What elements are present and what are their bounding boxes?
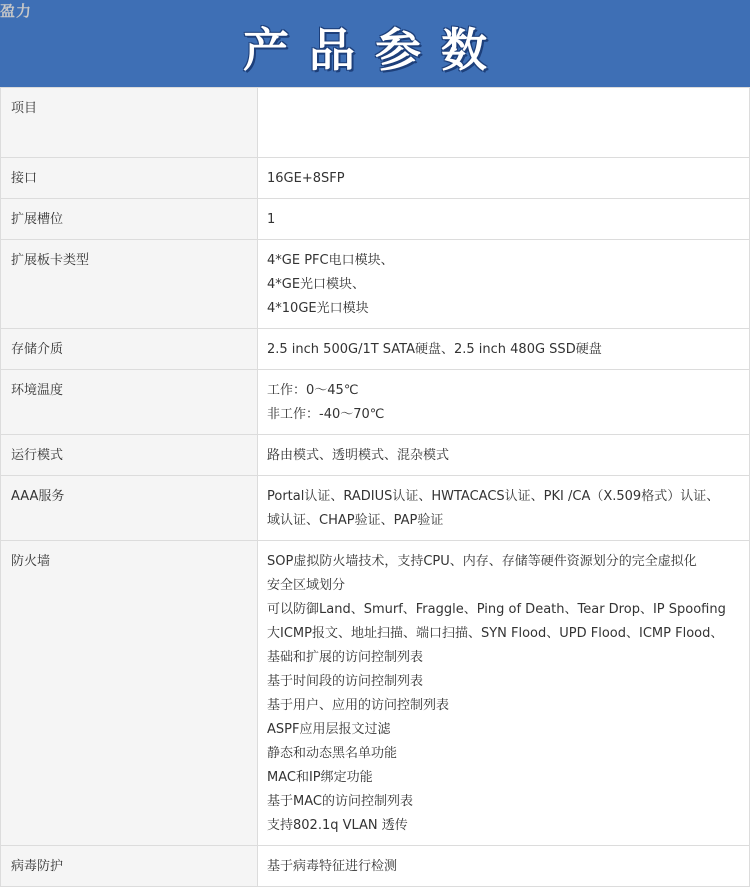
spec-value-line: 16GE+8SFP — [267, 171, 345, 186]
spec-value-line: MAC和IP绑定功能 — [267, 770, 373, 785]
spec-value-line: 1 — [267, 212, 276, 227]
spec-value-line: 可以防御Land、Smurf、Fraggle、Ping of Death、Tear Drop、IP Spoofing — [267, 602, 726, 617]
spec-label: 扩展板卡类型 — [1, 240, 258, 329]
spec-row — [1, 240, 750, 329]
spec-label: 存储介质 — [1, 329, 258, 370]
spec-label: AAA服务 — [1, 476, 258, 541]
spec-value — [258, 329, 750, 370]
title-banner — [0, 0, 750, 87]
spec-value-line: 安全区域划分 — [267, 578, 346, 593]
spec-value — [258, 370, 750, 435]
spec-label: 防火墙 — [1, 541, 258, 846]
spec-value — [258, 240, 750, 329]
spec-value — [258, 435, 750, 476]
spec-value-line: 域认证、CHAP验证、PAP验证 — [267, 513, 444, 528]
spec-row — [1, 199, 750, 240]
page-title: 产品参数 — [243, 23, 507, 77]
watermark-logo: 盈力 — [0, 2, 33, 20]
spec-row — [1, 88, 750, 158]
spec-value-line: 工作：0～45℃ — [267, 383, 359, 398]
spec-value-line: 基于MAC的访问控制列表 — [267, 794, 413, 809]
spec-value-line: 支持802.1q VLAN 透传 — [267, 818, 408, 833]
spec-value — [258, 846, 750, 887]
spec-label: 病毒防护 — [1, 846, 258, 887]
spec-label: 扩展槽位 — [1, 199, 258, 240]
spec-value-line: 4*GE光口模块、 — [267, 277, 366, 292]
spec-row — [1, 476, 750, 541]
spec-value-line: 大ICMP报文、地址扫描、端口扫描、SYN Flood、UPD Flood、ICMP Flood、 — [267, 626, 724, 641]
spec-value — [258, 88, 750, 158]
spec-value — [258, 541, 750, 846]
spec-value-line: 非工作：-40～70℃ — [267, 407, 385, 422]
spec-value — [258, 476, 750, 541]
spec-value-line: 路由模式、透明模式、混杂模式 — [267, 448, 450, 463]
spec-value — [258, 199, 750, 240]
spec-label: 运行模式 — [1, 435, 258, 476]
spec-value-line: 基于用户、应用的访问控制列表 — [267, 698, 450, 713]
spec-value-line: 基于时间段的访问控制列表 — [267, 674, 424, 689]
spec-value-line: 基于病毒特征进行检测 — [267, 859, 398, 874]
spec-value-line: ASPF应用层报文过滤 — [267, 722, 391, 737]
spec-row — [1, 846, 750, 887]
spec-label: 接口 — [1, 158, 258, 199]
spec-value-line: SOP虚拟防火墙技术，支持CPU、内存、存储等硬件资源划分的完全虚拟化 — [267, 554, 697, 569]
spec-row — [1, 329, 750, 370]
spec-value-line: 4*GE PFC电口模块、 — [267, 253, 394, 268]
spec-value-line: 基础和扩展的访问控制列表 — [267, 650, 424, 665]
spec-value-line: 静态和动态黑名单功能 — [267, 746, 398, 761]
spec-value-line: 2.5 inch 500G/1T SATA硬盘、2.5 inch 480G SSD硬盘 — [267, 342, 602, 357]
spec-row — [1, 370, 750, 435]
spec-table — [0, 87, 750, 887]
spec-value-line: 4*10GE光口模块 — [267, 301, 369, 316]
spec-label: 环境温度 — [1, 370, 258, 435]
spec-value-line: Portal认证、RADIUS认证、HWTACACS认证、PKI /CA（X.509格式）认证、 — [267, 489, 720, 504]
spec-value — [258, 158, 750, 199]
spec-label: 项目 — [1, 88, 258, 158]
spec-row — [1, 435, 750, 476]
spec-row — [1, 158, 750, 199]
spec-row — [1, 541, 750, 846]
